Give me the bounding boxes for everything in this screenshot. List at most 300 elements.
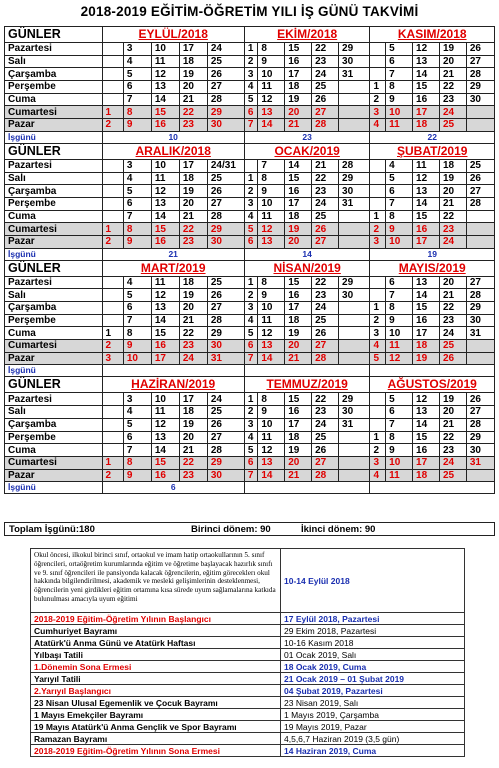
workday-label: İşgünü <box>5 365 103 377</box>
month-title: ŞUBAT/2019 <box>370 143 495 159</box>
weekday-row <box>5 210 495 223</box>
day-cell: 29 <box>339 172 370 185</box>
day-cell: 11 <box>151 406 179 419</box>
day-cell: 26 <box>466 43 494 56</box>
day-cell: 21 <box>439 289 466 302</box>
day-cell: 26 <box>207 68 244 81</box>
weekday-row <box>5 159 495 172</box>
weekday-row <box>5 444 495 457</box>
day-cell <box>102 418 123 431</box>
weekday-row <box>5 106 495 119</box>
day-cell: 16 <box>285 55 312 68</box>
day-cell: 5 <box>123 185 151 198</box>
holiday-row <box>31 709 465 721</box>
weekday-row <box>5 185 495 198</box>
day-cell: 23 <box>312 185 339 198</box>
day-cell: 3 <box>123 43 151 56</box>
days-header: GÜNLER <box>5 27 103 43</box>
event-date: 14 Haziran 2019, Cuma <box>281 745 465 757</box>
weekday-label: Pazar <box>5 469 103 482</box>
workday-count-row <box>5 482 495 494</box>
day-cell: 4 <box>370 469 386 482</box>
day-cell: 11 <box>258 314 285 327</box>
day-cell: 20 <box>439 406 466 419</box>
day-cell <box>370 289 386 302</box>
weekday-label: Cuma <box>5 210 103 223</box>
weekday-row <box>5 406 495 419</box>
weekday-row <box>5 393 495 406</box>
day-cell: 22 <box>179 106 207 119</box>
day-cell: 26 <box>466 172 494 185</box>
event-date: 18 Ocak 2019, Cuma <box>281 661 465 673</box>
day-cell: 21 <box>179 93 207 106</box>
day-cell: 27 <box>312 456 339 469</box>
day-cell: 3 <box>123 159 151 172</box>
day-cell <box>339 93 370 106</box>
day-cell: 29 <box>466 431 494 444</box>
weekday-row <box>5 68 495 81</box>
day-cell: 23 <box>312 55 339 68</box>
day-cell: 5 <box>370 352 386 365</box>
day-cell: 3 <box>102 352 123 365</box>
day-cell: 19 <box>179 68 207 81</box>
event-label: Ramazan Bayramı <box>31 733 281 745</box>
day-cell <box>102 172 123 185</box>
day-cell: 9 <box>386 223 413 236</box>
day-cell: 18 <box>179 172 207 185</box>
day-cell: 9 <box>386 314 413 327</box>
day-cell: 17 <box>285 68 312 81</box>
day-cell: 9 <box>386 93 413 106</box>
day-cell: 26 <box>466 393 494 406</box>
day-cell: 1 <box>244 172 257 185</box>
day-cell: 20 <box>179 81 207 94</box>
weekday-row <box>5 43 495 56</box>
day-cell: 16 <box>413 223 440 236</box>
day-cell: 16 <box>413 93 440 106</box>
day-cell: 27 <box>207 197 244 210</box>
workday-count-row <box>5 365 495 377</box>
month-title: ARALIK/2018 <box>102 143 244 159</box>
weekday-label: Perşembe <box>5 81 103 94</box>
day-cell: 18 <box>179 55 207 68</box>
event-label: Yılbaşı Tatili <box>31 649 281 661</box>
day-cell: 11 <box>151 276 179 289</box>
day-cell: 13 <box>151 302 179 315</box>
day-cell: 6 <box>386 276 413 289</box>
day-cell: 17 <box>179 43 207 56</box>
day-cell: 7 <box>386 418 413 431</box>
day-cell: 24 <box>312 418 339 431</box>
day-cell: 15 <box>151 456 179 469</box>
day-cell: 22 <box>312 172 339 185</box>
day-cell: 18 <box>413 119 440 132</box>
day-cell: 24 <box>439 327 466 340</box>
day-cell: 10 <box>151 43 179 56</box>
weekday-row <box>5 456 495 469</box>
day-cell: 18 <box>439 159 466 172</box>
day-cell: 6 <box>123 197 151 210</box>
day-cell <box>370 55 386 68</box>
day-cell: 5 <box>123 289 151 302</box>
day-cell <box>102 314 123 327</box>
day-cell: 31 <box>339 68 370 81</box>
day-cell: 10 <box>258 197 285 210</box>
day-cell: 8 <box>258 43 285 56</box>
day-cell: 22 <box>312 43 339 56</box>
workday-count <box>244 482 370 494</box>
day-cell: 13 <box>413 406 440 419</box>
weekday-label: Perşembe <box>5 431 103 444</box>
day-cell <box>339 210 370 223</box>
day-cell: 28 <box>312 352 339 365</box>
day-cell: 5 <box>123 418 151 431</box>
event-label: 1 Mayıs Emekçiler Bayramı <box>31 709 281 721</box>
day-cell: 1 <box>370 431 386 444</box>
day-cell <box>102 276 123 289</box>
day-cell: 20 <box>439 185 466 198</box>
day-cell: 1 <box>102 327 123 340</box>
event-date: 04 Şubat 2019, Pazartesi <box>281 685 465 697</box>
workday-count: 21 <box>102 248 244 260</box>
day-cell: 11 <box>413 159 440 172</box>
holiday-row <box>31 733 465 745</box>
weekday-row <box>5 289 495 302</box>
event-label: 23 Nisan Ulusal Egemenlik ve Çocuk Bayramı <box>31 697 281 709</box>
day-cell: 17 <box>285 302 312 315</box>
day-cell: 15 <box>413 302 440 315</box>
day-cell: 14 <box>151 93 179 106</box>
weekday-row <box>5 235 495 248</box>
day-cell: 14 <box>285 159 312 172</box>
day-cell: 1 <box>370 302 386 315</box>
holiday-row <box>31 745 465 757</box>
day-cell: 28 <box>312 469 339 482</box>
day-cell: 1 <box>244 43 257 56</box>
day-cell: 30 <box>207 340 244 353</box>
day-cell: 31 <box>466 327 494 340</box>
day-cell: 9 <box>386 444 413 457</box>
day-cell: 5 <box>244 93 257 106</box>
day-cell: 19 <box>413 352 440 365</box>
month-header-row <box>5 27 495 43</box>
day-cell: 30 <box>466 444 494 457</box>
day-cell: 18 <box>413 469 440 482</box>
day-cell: 18 <box>285 210 312 223</box>
day-cell: 10 <box>386 106 413 119</box>
day-cell: 20 <box>179 431 207 444</box>
workday-count-row <box>5 131 495 143</box>
day-cell: 10 <box>151 393 179 406</box>
day-cell: 9 <box>123 469 151 482</box>
day-cell: 15 <box>413 81 440 94</box>
day-cell: 23 <box>439 223 466 236</box>
day-cell: 2 <box>102 340 123 353</box>
day-cell <box>339 456 370 469</box>
day-cell: 30 <box>207 469 244 482</box>
day-cell: 3 <box>123 393 151 406</box>
day-cell: 30 <box>466 93 494 106</box>
month-title: NİSAN/2019 <box>244 260 370 276</box>
days-header: GÜNLER <box>5 143 103 159</box>
day-cell: 26 <box>312 93 339 106</box>
weekday-label: Salı <box>5 289 103 302</box>
day-cell: 25 <box>439 469 466 482</box>
day-cell: 18 <box>179 406 207 419</box>
day-cell: 2 <box>244 55 257 68</box>
day-cell: 2 <box>244 185 257 198</box>
day-cell: 16 <box>151 469 179 482</box>
weekday-label: Salı <box>5 172 103 185</box>
day-cell: 29 <box>207 223 244 236</box>
month-header-row <box>5 377 495 393</box>
day-cell: 6 <box>123 81 151 94</box>
weekday-row <box>5 469 495 482</box>
day-cell: 28 <box>466 289 494 302</box>
workday-count <box>370 482 495 494</box>
day-cell: 4 <box>244 431 257 444</box>
day-cell: 15 <box>151 223 179 236</box>
day-cell: 20 <box>285 235 312 248</box>
day-cell: 4 <box>123 55 151 68</box>
day-cell <box>339 327 370 340</box>
day-cell: 13 <box>151 197 179 210</box>
day-cell: 10 <box>258 68 285 81</box>
event-label: 19 Mayıs Atatürk'ü Anma Gençlik ve Spor Bayramı <box>31 721 281 733</box>
day-cell: 7 <box>244 119 257 132</box>
holiday-row <box>31 613 465 625</box>
page-title: 2018-2019 EĞİTİM-ÖĞRETİM YILI İŞ GÜNÜ TAKVİMİ <box>80 4 419 19</box>
day-cell: 6 <box>123 302 151 315</box>
day-cell: 9 <box>258 55 285 68</box>
day-cell: 2 <box>102 235 123 248</box>
day-cell: 28 <box>207 210 244 223</box>
day-cell: 30 <box>207 235 244 248</box>
day-cell: 12 <box>413 43 440 56</box>
day-cell: 27 <box>466 185 494 198</box>
day-cell: 3 <box>244 68 257 81</box>
day-cell: 29 <box>207 327 244 340</box>
day-cell <box>466 352 494 365</box>
day-cell: 10 <box>151 159 179 172</box>
day-cell: 6 <box>386 185 413 198</box>
day-cell: 26 <box>312 444 339 457</box>
day-cell: 6 <box>386 406 413 419</box>
day-cell: 15 <box>151 106 179 119</box>
day-cell: 30 <box>339 406 370 419</box>
day-cell <box>102 444 123 457</box>
day-cell: 31 <box>207 352 244 365</box>
day-cell <box>370 406 386 419</box>
day-cell: 14 <box>151 210 179 223</box>
day-cell: 17 <box>151 352 179 365</box>
day-cell: 30 <box>207 119 244 132</box>
day-cell: 2 <box>244 289 257 302</box>
day-cell: 28 <box>207 444 244 457</box>
day-cell: 19 <box>439 393 466 406</box>
day-cell: 27 <box>207 81 244 94</box>
day-cell: 13 <box>258 340 285 353</box>
day-cell: 4 <box>244 314 257 327</box>
day-cell: 3 <box>370 327 386 340</box>
weekday-row <box>5 276 495 289</box>
day-cell: 23 <box>179 469 207 482</box>
weekday-row <box>5 418 495 431</box>
day-cell: 14 <box>413 68 440 81</box>
workday-label: İşgünü <box>5 482 103 494</box>
day-cell: 1 <box>102 456 123 469</box>
day-cell: 12 <box>386 352 413 365</box>
event-date: 17 Eylül 2018, Pazartesi <box>281 613 465 625</box>
day-cell: 7 <box>123 314 151 327</box>
day-cell: 7 <box>386 289 413 302</box>
day-cell: 27 <box>312 235 339 248</box>
day-cell: 11 <box>258 210 285 223</box>
day-cell: 19 <box>179 185 207 198</box>
day-cell: 7 <box>123 444 151 457</box>
day-cell <box>102 185 123 198</box>
day-cell: 12 <box>258 444 285 457</box>
event-date: 4,5,6,7 Haziran 2019 (3,5 gün) <box>281 733 465 745</box>
day-cell <box>466 210 494 223</box>
day-cell: 12 <box>151 185 179 198</box>
day-cell: 20 <box>439 276 466 289</box>
workday-count-row <box>5 248 495 260</box>
day-cell: 16 <box>285 289 312 302</box>
day-cell <box>102 197 123 210</box>
day-cell: 9 <box>123 119 151 132</box>
weekday-label: Salı <box>5 406 103 419</box>
day-cell: 9 <box>258 289 285 302</box>
day-cell: 13 <box>151 81 179 94</box>
month-header-row <box>5 143 495 159</box>
day-cell: 5 <box>123 68 151 81</box>
day-cell: 24 <box>439 235 466 248</box>
weekday-label: Cuma <box>5 93 103 106</box>
day-cell: 31 <box>466 456 494 469</box>
day-cell: 29 <box>339 276 370 289</box>
day-cell <box>339 81 370 94</box>
day-cell: 10 <box>386 456 413 469</box>
weekday-label: Çarşamba <box>5 418 103 431</box>
day-cell <box>102 289 123 302</box>
day-cell: 26 <box>207 289 244 302</box>
day-cell: 12 <box>258 223 285 236</box>
day-cell <box>370 197 386 210</box>
weekday-label: Cumartesi <box>5 223 103 236</box>
holiday-row <box>31 721 465 733</box>
orientation-note: Okul öncesi, ilkokul birinci sınıf, ortaokul ve imam hatip ortaokullarının 5. sınıf öğrencileri, ortaöğretim kurumlarında eğitim ve öğretime başlayacak hazırlık sınıfı ve 9. sınıf öğrencileri ile pansiyonda kalacak öğrencilerin, eğitim göreceklerı okul hakkında bilgilendirilmesi, akademik ve mesleki gelişimlerinin desteklenmesi, öğrencilerin yeni girdikleri eğitim ortamına kısa sürede uyum sağlamalarına katkıda bulunulması amacıyla uyum eğitimi <box>31 549 281 613</box>
day-cell <box>339 444 370 457</box>
workday-count: 22 <box>370 131 495 143</box>
day-cell <box>370 185 386 198</box>
event-date: 01 Ocak 2019, Salı <box>281 649 465 661</box>
weekday-label: Pazartesi <box>5 159 103 172</box>
day-cell: 15 <box>413 210 440 223</box>
day-cell: 4 <box>370 340 386 353</box>
weekday-label: Pazar <box>5 119 103 132</box>
weekday-label: Salı <box>5 55 103 68</box>
day-cell: 25 <box>439 119 466 132</box>
day-cell: 2 <box>244 406 257 419</box>
day-cell: 7 <box>258 159 285 172</box>
day-cell: 15 <box>285 276 312 289</box>
month-title: MART/2019 <box>102 260 244 276</box>
day-cell: 1 <box>102 223 123 236</box>
day-cell: 3 <box>370 235 386 248</box>
day-cell: 8 <box>386 302 413 315</box>
day-cell: 13 <box>258 235 285 248</box>
month-title: KASIM/2018 <box>370 27 495 43</box>
day-cell: 29 <box>207 106 244 119</box>
day-cell <box>102 431 123 444</box>
day-cell: 10 <box>386 327 413 340</box>
day-cell: 7 <box>244 352 257 365</box>
weekday-row <box>5 223 495 236</box>
day-cell: 2 <box>102 469 123 482</box>
day-cell: 16 <box>413 314 440 327</box>
weekday-label: Perşembe <box>5 197 103 210</box>
weekday-label: Cumartesi <box>5 340 103 353</box>
weekday-row <box>5 119 495 132</box>
day-cell: 8 <box>123 223 151 236</box>
day-cell: 28 <box>466 418 494 431</box>
day-cell: 4 <box>123 406 151 419</box>
day-cell: 3 <box>244 302 257 315</box>
day-cell: 27 <box>466 406 494 419</box>
day-cell: 24 <box>179 352 207 365</box>
orientation-date: 10-14 Eylül 2018 <box>281 549 465 613</box>
weekday-label: Pazar <box>5 352 103 365</box>
month-title: AĞUSTOS/2019 <box>370 377 495 393</box>
day-cell: 13 <box>258 106 285 119</box>
day-cell: 19 <box>179 418 207 431</box>
second-term-days: İkinci dönem: 90 <box>301 524 376 535</box>
day-cell: 27 <box>207 302 244 315</box>
day-cell: 29 <box>339 393 370 406</box>
holiday-row <box>31 661 465 673</box>
day-cell: 29 <box>466 81 494 94</box>
event-label: 2.Yarıyıl Başlangıcı <box>31 685 281 697</box>
day-cell: 10 <box>123 352 151 365</box>
day-cell: 15 <box>285 172 312 185</box>
day-cell: 12 <box>151 289 179 302</box>
day-cell: 13 <box>413 276 440 289</box>
day-cell: 20 <box>439 55 466 68</box>
day-cell: 14 <box>413 289 440 302</box>
day-cell: 5 <box>386 172 413 185</box>
day-cell <box>339 314 370 327</box>
event-label: Cumhuriyet Bayramı <box>31 625 281 637</box>
day-cell <box>370 159 386 172</box>
day-cell: 29 <box>339 43 370 56</box>
weekday-label: Cumartesi <box>5 456 103 469</box>
day-cell: 1 <box>244 276 257 289</box>
day-cell: 14 <box>258 119 285 132</box>
day-cell <box>102 43 123 56</box>
day-cell <box>339 340 370 353</box>
day-cell: 19 <box>439 43 466 56</box>
day-cell: 25 <box>207 172 244 185</box>
event-date: 29 Ekim 2018, Pazartesi <box>281 625 465 637</box>
day-cell: 5 <box>386 393 413 406</box>
day-cell: 22 <box>312 393 339 406</box>
day-cell: 25 <box>312 81 339 94</box>
day-cell: 11 <box>151 172 179 185</box>
day-cell: 17 <box>413 456 440 469</box>
workday-count <box>244 365 370 377</box>
day-cell: 3 <box>244 197 257 210</box>
